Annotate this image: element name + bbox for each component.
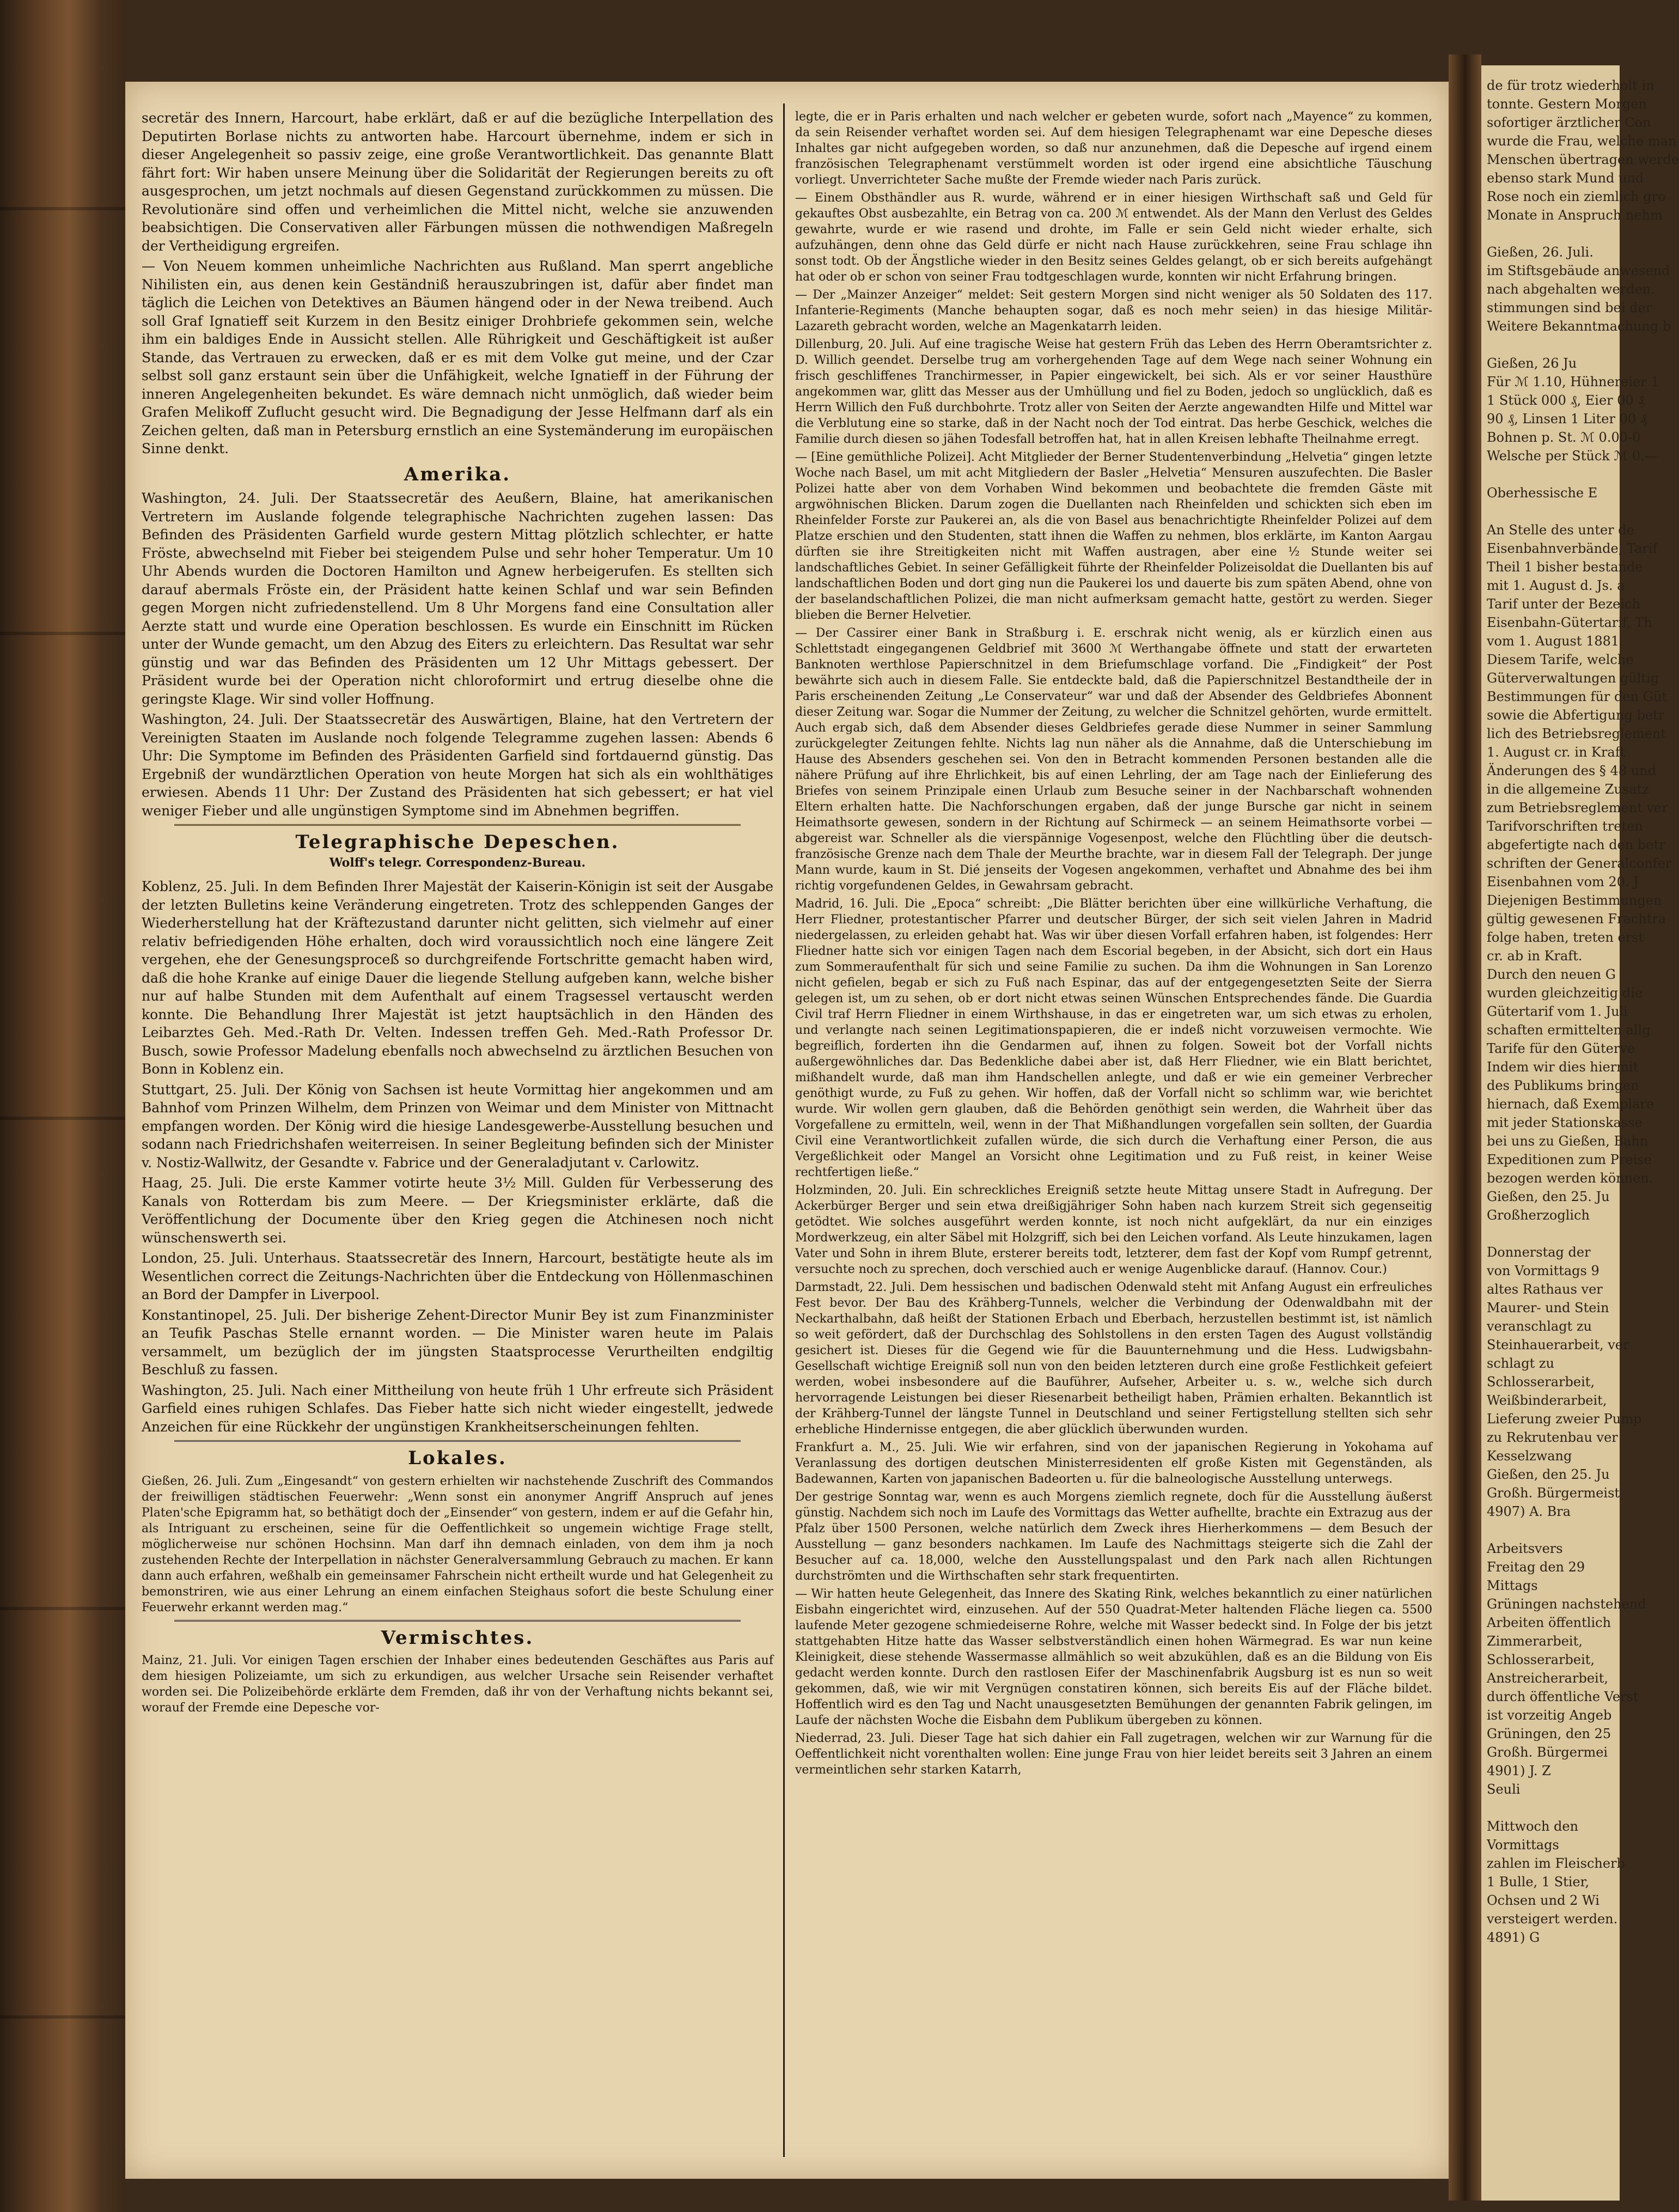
paragraph-koblenz: Koblenz, 25. Juli. In dem Befinden Ihrer Majestät der Kaiserin-Königin ist seit der Ausgabe der letzten Bulletins keine Veränderung eingetreten. Trotz des schleppenden Ganges der Wiederherstellung hat der Kräftezustand darunter nicht gelitten, sich vielmehr auf einer relativ befriedigenden Höhe erhalten, doch wird voraussichtlich noch eine längere Zeit vergehen, ehe der Genesungsproceß so durchgreifende Fortschritte gemacht haben wird, daß die hohe Kranke auf einige Dauer die liegende Stellung aufgeben kann, welche bisher nur auf halbe Stunden mit dem Aufenthalt auf einem Tragsessel vertauscht werden konnte. Die Behandlung Ihrer Majestät ist jetzt hauptsächlich in den Händen des Leibarztes Geh. Med.-Rath Dr. Velten. Indessen treffen Geh. Med.-Rath Professor Dr. Busch, sowie Professor Madelung ebenfalls noch abwechselnd zu ärztlichen Besuchen von Bonn in Koblenz ein. bbox=[142, 879, 773, 1077]
adjacent-page-line: lich des Betriebsreglement bbox=[1487, 726, 1666, 741]
adjacent-page-line: Tarifvorschriften treten bbox=[1487, 819, 1643, 834]
adjacent-page-line: Indem wir dies hiermit bbox=[1487, 1059, 1639, 1075]
adjacent-page-line: Großh. Bürgermei bbox=[1487, 1745, 1608, 1760]
adjacent-page-line: Durch den neuen G bbox=[1487, 967, 1616, 982]
adjacent-page-line: Diejenigen Bestimmungen bbox=[1487, 893, 1662, 908]
paragraph-washington-1: Washington, 24. Juli. Der Staatssecretär des Aeußern, Blaine, hat amerikanischen Vertretern im Auslande folgende telegraphische Nachrichten zugehen lassen: Das Befinden des Präsidenten Garfield wurde gestern Mittag plötzlich schlechter, er hatte Fröste, abwechselnd mit Fieber bei steigendem Pulse und sehr hoher Temperatur. Um 10 Uhr Abends wurden die Doctoren Hamilton und Agnew herbeigerufen. Es stellten sich darauf abermals Fröste ein, der Präsident hatte keinen Schlaf und war sein Befinden gegen Morgen nicht zufriedenstellend. Um 8 Uhr Morgens fand eine Consultation aller Aerzte statt und wurde eine Operation beschlossen. Es wurde ein Einschnitt im Rücken unter der Wunde gemacht, um den Abzug des Eiters zu erleichtern. Das Resultat war sehr günstig und war das Befinden des Präsidenten um 12 Uhr Mittags gebessert. Der Präsident wurde bei der Operation nicht chloroformirt und ertrug dieselbe ohne die geringste Klage. Wir sind voller Hoffnung. bbox=[142, 490, 773, 707]
adjacent-page-line: durch öffentliche Verst bbox=[1487, 1689, 1639, 1704]
paragraph-russland: — Von Neuem kommen unheimliche Nachrichten aus Rußland. Man sperrt angebliche Nihilisten ein, aus denen kein Geständniß herauszubringen ist, dafür aber findet man täglich die Leichen von Detektives an Bäumen hängend oder in der Newa treibend. Auch soll Graf Ignatieff seit Kurzem in den Besitz einiger Drohbriefe gekommen sein, welche ihm ein baldiges Ende in Aussicht stellen. Alle Rührigkeit und Geschäftigkeit ist außer Stande, das Vertrauen zu erwecken, daß er es mit dem Volke gut meine, und der Czar selbst soll ganz erstaunt sein über die Unfähigkeit, welche Ignatieff in der Führung der inneren Angelegenheiten bekundet. Es wäre demnach nicht unmöglich, daß wieder beim Grafen Melikoff Zuflucht gesucht wird. Die Begnadigung der Jesse Helfmann darf als ein Zeichen gelten, daß man in Petersburg ernstlich an eine Systemänderung im europäischen Sinne denkt. bbox=[142, 258, 773, 456]
adjacent-page-line: 1 Bulle, 1 Stier, bbox=[1487, 1874, 1590, 1890]
adjacent-page-line: 4907) A. Bra bbox=[1487, 1504, 1571, 1519]
adjacent-page-line: schaften ermittelten allg bbox=[1487, 1022, 1651, 1038]
adjacent-page-line: Bohnen p. St. ℳ 0.00-0 bbox=[1487, 430, 1641, 445]
paragraph-harcourt: secretär des Innern, Harcourt, habe erklärt, daß er auf die bezügliche Interpellation des Deputirten Borlase nichts zu antworten habe. Harcourt übernehme, indem er sich in dieser Angelegenheit so passiv zeige, eine große Verantwortlichkeit. Das genannte Blatt fährt fort: Wir haben unsere Meinung über die Solidarität der Regierungen bereits zu oft ausgesprochen, um jetzt nochmals auf diesen Gegenstand zurückkommen zu müssen. Die Revolutionäre sind offen und verheimlichen die Mittel nicht, welche sie anzuwenden beabsichtigen. Die Conservativen aller Färbungen müssen die nothwendigen Maßregeln der Vertheidigung ergreifen. bbox=[142, 110, 773, 254]
adjacent-page-line: Mittwoch den bbox=[1487, 1819, 1579, 1834]
section-heading-lokales: Lokales. bbox=[408, 1447, 507, 1469]
adjacent-page-line: Großh. Bürgermeist bbox=[1487, 1485, 1620, 1501]
adjacent-page-line: Gütertarif vom 1. Juli bbox=[1487, 1004, 1628, 1019]
adjacent-page-text bbox=[1481, 65, 1679, 1947]
adjacent-page-line: Für ℳ 1.10, Hühnereier 1 bbox=[1487, 374, 1659, 389]
adjacent-page bbox=[1481, 65, 1679, 2201]
divider bbox=[174, 1620, 741, 1622]
newspaper-page bbox=[125, 82, 1449, 2179]
adjacent-page-line: vom 1. August 1881 bbox=[1487, 633, 1620, 649]
adjacent-page-line: Tarife für den Güterve bbox=[1487, 1041, 1635, 1056]
section-heading-vermischtes: Vermischtes. bbox=[381, 1626, 534, 1649]
adjacent-page-line: Schlosserarbeit, bbox=[1487, 1652, 1595, 1667]
paragraph-mainz: Mainz, 21. Juli. Vor einigen Tagen erschien der Inhaber eines bedeutenden Geschäftes aus Paris auf dem hiesigen Polizeiamte, um sich zu erkundigen, aus welcher Ursache sein Reisender verhaftet worden sei. Die Polizeibehörde erklärte dem Fremden, daß ihr von der Verhaftung nichts bekannt sei, worauf der Fremde eine Depesche vor- bbox=[142, 1654, 773, 1715]
adjacent-page-line: wurde die Frau, welche man bbox=[1487, 133, 1677, 149]
adjacent-page-line: Lieferung zweier Pump bbox=[1487, 1411, 1642, 1427]
paragraph-polizei: — [Eine gemüthliche Polizei]. Acht Mitglieder der Berner Studentenverbindung „Helvetia“ gingen letzte Woche nach Basel, um mit acht Mitgliedern der Basler „Helvetia“ Mensuren auszufechten. Die Basler Polizei hatte aber von dem Vorhaben Wind bekommen und beobachtete die fremden Gäste mit argwöhnischen Blicken. Darum zogen die Duellanten nach Rheinfelden und schickten sich eben im Rheinfelder Forste zur Paukerei an, als die von Basel aus benachrichtigte Rheinfelder Polizei auf dem Platze erschien und den Studenten, statt ihnen die Waffen zu nehmen, blos erklärte, im Kanton Aargau dürften sie ihre Streitigkeiten nicht mit Waffen austragen, aber eine ½ Stunde weiter sei landschaftliches Gebiet. In seiner Gefälligkeit führte der Rheinfelder Polizeisoldat die Duellanten bis auf landschaftlichen Boden und dort ging nun die Paukerei los und dauerte bis zum späten Abend, ohne von der baselandschaftlichen Polizei, die man nicht aufmerksam gemacht hatte, gestört zu werden. Sieger blieben die Berner Helvetier. bbox=[795, 450, 1432, 622]
subheading-wolff: Wolff's telegr. Correspondenz-Bureau. bbox=[329, 855, 586, 870]
adjacent-page-line: von Vormittags 9 bbox=[1487, 1263, 1599, 1278]
adjacent-page-line: in die allgemeine Zusatz bbox=[1487, 782, 1649, 797]
adjacent-page-line bbox=[1481, 224, 1620, 243]
adjacent-page-line: 4901) J. Z bbox=[1487, 1763, 1551, 1778]
adjacent-page-line bbox=[1481, 336, 1620, 354]
adjacent-page-line: 1. August cr. in Kraft bbox=[1487, 745, 1626, 760]
paragraph-obsthaendler: — Einem Obsthändler aus R. wurde, während er in einer hiesigen Wirthschaft saß und Geld für gekauftes Obst ausbezahlte, ein Betrag von ca. 200 ℳ entwendet. Als der Mann den Verlust des Geldes gewahrte, wurde er wie rasend und drohte, im Falle er sein Geld nicht wieder erhalte, sich aufzuhängen, denn ohne das Geld dürfe er nicht nach Hause zurückkehren, seine Frau schlage ihn sonst todt. Ob der Ängstliche wieder in den Besitz seines Geldes gelangt, ob er sich bereits aufgehängt hat oder ob er schon von seiner Frau todtgeschlagen wurde, konnten wir nicht Erfahrung bringen. bbox=[795, 191, 1432, 284]
paragraph-giessen: Gießen, 26. Juli. Zum „Eingesandt“ von gestern erhielten wir nachstehende Zuschrift des Commandos der freiwilligen städtischen Feuerwehr: „Wenn sonst ein anonymer Angriff Anspruch auf jenes Platen'sche Epigramm hat, so bethätigt doch der „Einsender“ von gestern, indem er auf die Gefahr hin, als Intriguant zu erscheinen, seine für die Oeffentlichkeit so ungemein wichtige Frage stellt, möglicherweise nur schönen Hochsinn. Man darf ihn demnach einladen, von dem ihm ja noch zustehenden Rechte der Interpellation in nächster Generalversammlung Gebrauch zu machen. Er kann dann auch erfahren, weßhalb ein gemeinsamer Fahrschein nicht ertheilt wurde und hat Gelegenheit zu bemonstriren, wie aus einer Lehrung an einem einfachen Steighaus sofort die beste Schulung einer Feuerwehr erkannt werden mag.“ bbox=[142, 1474, 773, 1614]
adjacent-page-line: Grüningen nachstehend bbox=[1487, 1596, 1646, 1612]
adjacent-page-line: Gießen, den 25. Ju bbox=[1487, 1189, 1610, 1204]
adjacent-page-line: Expeditionen zum Preise bbox=[1487, 1152, 1652, 1167]
paragraph-madrid: Madrid, 16. Juli. Die „Epoca“ schreibt: „Die Blätter berichten über eine willkürliche Verhaftung, die Herr Fliedner, protestantischer Pfarrer und deutscher Bürger, der sich seit vielen Jahren in Madrid niedergelassen, zu erleiden gehabt hat. Was wir über diesen Vorfall erfahren haben, ist folgendes: Herr Fliedner hatte sich vor einigen Tagen nach dem Escorial begeben, in der Absicht, sich dort ein Haus zum Sommeraufenthalt für sich und seine Familie zu suchen. Da ihm die Wohnungen in San Lorenzo nicht gefielen, begab er sich zu Fuß nach Espinar, das auf der entgegengesetzten Seite der Sierra gelegen ist, um zu sehen, ob er dort nicht etwas seinen Wünschen Entsprechendes fände. Die Guardia Civil traf Herrn Fliedner in einem Wirthshause, in das er eingetreten war, um sich etwas zu erholen, und verlangte nach seinen Legitimationspapieren, die er indeß nicht vorzuweisen vermochte. Wie begreiflich, forderten ihn die Gendarmen auf, ihnen zu folgen. Soweit bot der Vorfall nichts außergewöhnliches dar. Das Bedenkliche dabei aber ist, daß Herr Fliedner, wie ein Blatt berichtet, mißhandelt wurde, daß man ihm Handschellen anlegte, und daß er wie ein gemeiner Verbrecher genöthigt wurde, zu Fuß zu gehen. Wir hoffen, daß der Vorfall nicht so schlimm war, wie berichtet wurde. Wir wollen gern glauben, daß die Behörden genöthigt sein werden, die Wahrheit über das Vorgefallene zu ermitteln, weil, wenn in der That Mißhandlungen vorgefallen sein sollten, der Guardia Civil eine Verantwortlichkeit zufallen würde, die sich durch die Verhaftung einer Person, die aus Vergeßlichkeit oder Mangel an Vorsicht ohne Legitimation und zu Fuß reist, in keiner Weise rechtfertigen ließe.“ bbox=[795, 897, 1432, 1179]
adjacent-page-line: altes Rathaus ver bbox=[1487, 1282, 1603, 1297]
section-heading-amerika: Amerika. bbox=[404, 463, 511, 485]
adjacent-page-line: An Stelle des unter de bbox=[1487, 522, 1634, 538]
adjacent-page-line: ist vorzeitig Angeb bbox=[1487, 1708, 1612, 1723]
adjacent-page-line: Maurer- und Stein bbox=[1487, 1300, 1609, 1315]
adjacent-page-line: Theil 1 bisher bestande bbox=[1487, 559, 1643, 575]
adjacent-page-line: Donnerstag der bbox=[1487, 1245, 1591, 1260]
adjacent-page-line: Mittags bbox=[1487, 1578, 1538, 1593]
paragraph-sonntag: Der gestrige Sonntag war, wenn es auch Morgens ziemlich regnete, doch für die Ausstellung äußerst günstig. Nachdem sich noch im Laufe des Vormittags das Wetter aufhellte, brachte ein Extrazug aus der Pfalz über 1500 Personen, welche natürlich dem Zweck ihres Hierherkommens — dem Besuch der Ausstellung — ganz besonders nachkamen. Im Laufe des Nachmittags steigerte sich die Zahl der Besucher auf ca. 18,000, welche den Ausstellungspalast und den Park nach allen Richtungen durchströmten und die Wirthschaften sehr stark frequentirten. bbox=[795, 1490, 1432, 1583]
book-spine bbox=[0, 0, 125, 2212]
adjacent-page-line: Gießen, den 25. Ju bbox=[1487, 1467, 1610, 1482]
adjacent-page-line: Diesem Tarife, welche bbox=[1487, 652, 1634, 667]
adjacent-page-line: 4891) G bbox=[1487, 1930, 1540, 1945]
adjacent-page-line: Schlosserarbeit, bbox=[1487, 1374, 1595, 1390]
adjacent-page-line: hiernach, daß Exemplare bbox=[1487, 1096, 1654, 1112]
adjacent-page-line: Güterverwaltungen gültig bbox=[1487, 671, 1659, 686]
adjacent-page-line: Arbeiten öffentlich bbox=[1487, 1615, 1611, 1630]
adjacent-page-line: Eisenbahn-Gütertarif, Th bbox=[1487, 615, 1652, 630]
adjacent-page-line: Steinhauerarbeit, ver bbox=[1487, 1337, 1629, 1352]
adjacent-page-line: Monate in Anspruch nehm bbox=[1487, 208, 1663, 223]
section-heading-telegraphische-depeschen: Telegraphische Depeschen. bbox=[295, 831, 620, 853]
adjacent-page-line: schriften der Generalconfer bbox=[1487, 856, 1672, 871]
adjacent-page-line: Kesselzwang bbox=[1487, 1448, 1572, 1464]
adjacent-page-line: veranschlagt zu bbox=[1487, 1319, 1592, 1334]
adjacent-page-line: 90 ₰, Linsen 1 Liter 00 ₰ bbox=[1487, 411, 1647, 426]
paragraph-stuttgart: Stuttgart, 25. Juli. Der König von Sachsen ist heute Vormittag hier angekommen und am Bahnhof vom Prinzen Wilhelm, dem Prinzen von Weimar und dem Minister von Mittnacht empfangen worden. Der König wird die hiesige Landesgewerbe-Ausstellung besuchen und sodann nach Friedrichshafen weiterreisen. In seiner Begleitung befinden sich der Minister v. Nostiz-Wallwitz, der Gesandte v. Fabrice und der Generaladjutant v. Carlowitz. bbox=[142, 1081, 773, 1171]
column-right bbox=[795, 109, 1432, 1780]
adjacent-page-line: wurden gleichzeitig die bbox=[1487, 985, 1643, 1001]
adjacent-page-line: tonnte. Gestern Morgen bbox=[1487, 96, 1647, 112]
adjacent-page-line: Ochsen und 2 Wi bbox=[1487, 1893, 1599, 1908]
paragraph-washington-3: Washington, 25. Juli. Nach einer Mittheilung von heute früh 1 Uhr erfreute sich Präsident Garfield eines ruhigen Schlafes. Das Fieber hatte sich nicht wieder eingestellt, jedwede Anzeichen für eine Rückkehr der ungünstigen Krankheitserscheinungen fehlten. bbox=[142, 1382, 773, 1435]
paragraph-haag: Haag, 25. Juli. Die erste Kammer votirte heute 3½ Mill. Gulden für Verbesserung des Kanals von Rotterdam bis zum Meere. — Der Kriegsminister erklärte, daß die Veröffentlichung der Documente über den Krieg gegen die Atchinesen noch nicht wünschenswerth sei. bbox=[142, 1175, 773, 1246]
adjacent-page-line: cr. ab in Kraft. bbox=[1487, 948, 1583, 964]
adjacent-page-line: mit 1. August d. Js. a bbox=[1487, 578, 1625, 593]
adjacent-page-line: zahlen im Fleischerb bbox=[1487, 1856, 1625, 1871]
adjacent-page-line: bezogen werden können. bbox=[1487, 1171, 1653, 1186]
adjacent-page-line: Welsche per Stück ℳ 0.— bbox=[1487, 448, 1658, 464]
adjacent-page-line: sofortiger ärztlicher Con bbox=[1487, 115, 1651, 130]
adjacent-page-line: ebenso stark Mund und bbox=[1487, 170, 1644, 186]
column-rule bbox=[783, 103, 785, 2157]
adjacent-page-line: Bestimmungen für den Güt bbox=[1487, 689, 1667, 704]
adjacent-page-line: zum Betriebsreglement ver bbox=[1487, 800, 1668, 815]
adjacent-page-line: de für trotz wiederholt in bbox=[1487, 78, 1654, 93]
paragraph-skating-rink: — Wir hatten heute Gelegenheit, das Innere des Skating Rink, welches bekanntlich zu einer natürlichen Eisbahn eingerichtet wird, einzusehen. Auf der 550 Quadrat-Meter haltenden Fläche liegen ca. 5500 laufende Meter gezogene schmiedeiserne Rohre, welche mit Wasser bedeckt sind. In Folge der bis jetzt stattgehabten Hitze hatte das Wasser selbstverständlich einen hohen Wärmegrad. Es war nun keine Kleinigkeit, diese stehende Wassermasse allmählich so weit abzukühlen, daß es an die Bildung von Eis gedacht werden konnte. Durch den rastlosen Eifer der Maschinenfabrik Augsburg ist es nun so weit gekommen, daß, wie wir mit Vergnügen constatiren können, sich bereits Eis auf der Fläche bildet. Hoffentlich wird es den Tag und Nacht unausgesetzten Bemühungen der genannten Fabrik gelingen, im Laufe der nächsten Woche die Eisbahn dem Publikum übergeben zu können. bbox=[795, 1587, 1432, 1727]
adjacent-page-line: Seuli bbox=[1487, 1782, 1521, 1797]
paragraph-dillenburg: Dillenburg, 20. Juli. Auf eine tragische Weise hat gestern Früh das Leben des Herrn Oberamtsrichter z. D. Willich geendet. Derselbe trug am vorhergehenden Tage auf dem Wege nach seiner Wohnung ein frisch geschliffenes Tranchirmesser, in Papier eingewickelt, bei sich. Als er vor seiner Hausthüre angekommen war, glitt das Messer aus der Umhüllung und fiel zu Boden, jedoch so unglücklich, daß es Herrn Willich den Fuß durchbohrte. Trotz aller von Seiten der Aerzte angewandten Hilfe und Mittel war die Verblutung eine so starke, daß in der Nacht noch der Tod eintrat. Das herbe Geschick, welches die Familie durch diesen so jähen Todesfall betroffen hat, hat in allen Kreisen lebhafte Theilnahme erregt. bbox=[795, 338, 1432, 446]
paragraph-darmstadt: Darmstadt, 22. Juli. Dem hessischen und badischen Odenwald steht mit Anfang August ein erfreuliches Fest bevor. Der Bau des Krähberg-Tunnels, welcher die Verbindung der Odenwaldbahn mit der Neckarthalbahn, daß heißt der Stationen Erbach und Eberbach, herzustellen bestimmt ist, ist nämlich so weit gefördert, daß der Durchschlag des Sohlstollens in den ersten Tagen des August vollständig gesichert ist. Dieses für die Gegend wie für die Bauunternehmung und die Hess. Ludwigsbahn-Gesellschaft wichtige Ereigniß soll nun von den beiden letzteren durch eine große Festlichkeit gefeiert werden, wobei insbesondere auf die Bauführer, Aufseher, Arbeiter u. s. w., welche sich durch hervorragende Leistungen bei dieser Riesenarbeit betheiligt haben, Prämien erhalten. Bekanntlich ist der Krähberg-Tunnel der längste Tunnel in Deutschland und seiner Fertigstellung stellten sich sehr erhebliche Hindernisse entgegen, die aber glücklich überwunden wurden. bbox=[795, 1281, 1432, 1436]
column-left bbox=[142, 109, 773, 1718]
adjacent-page-line: Vormittags bbox=[1487, 1837, 1559, 1853]
adjacent-page-line: Oberhessische E bbox=[1487, 485, 1598, 501]
adjacent-page-line: mit jeder Stationskasse bbox=[1487, 1115, 1643, 1130]
adjacent-page-line: Weitere Bekanntmachung b bbox=[1487, 319, 1671, 334]
adjacent-page-line bbox=[1481, 1799, 1620, 1817]
adjacent-page-line: Eisenbahnen vom 20. J bbox=[1487, 874, 1639, 889]
adjacent-page-line: schlagt zu bbox=[1487, 1356, 1554, 1371]
adjacent-page-line bbox=[1481, 1224, 1620, 1243]
adjacent-page-line: Menschen übertragen werde bbox=[1487, 152, 1679, 167]
adjacent-page-line: Freitag den 29 bbox=[1487, 1559, 1585, 1575]
adjacent-page-line: Weißbinderarbeit, bbox=[1487, 1393, 1607, 1408]
paragraph-washington-2: Washington, 24. Juli. Der Staatssecretär des Auswärtigen, Blaine, hat den Vertretern der Vereinigten Staaten im Auslande noch folgende Telegramme zugehen lassen: Abends 6 Uhr: Die Symptome im Befinden des Präsidenten Garfield sind fortdauernd günstig. Das Ergebniß der wundärztlichen Operation von heute Morgen hat sich als ein wohlthätiges erwiesen. Abends 11 Uhr: Der Zustand des Präsidenten hat sich gebessert; er hat viel weniger Fieber und alle ungünstigen Symptome sind im Abnehmen begriffen. bbox=[142, 711, 773, 819]
adjacent-page-line: gültig gewesenen Frachtra bbox=[1487, 911, 1666, 927]
paragraph-konstantinopel: Konstantinopel, 25. Juli. Der bisherige Zehent-Director Munir Bey ist zum Finanzminister an Teufik Paschas Stelle ernannt worden. — Die Minister waren heute im Palais versammelt, um bezüglich der im jüngsten Staatsprocesse Verurtheilten endgiltig Beschluß zu fassen. bbox=[142, 1307, 773, 1378]
adjacent-page-line bbox=[1481, 465, 1620, 484]
adjacent-page-line bbox=[1481, 502, 1620, 521]
adjacent-page-line: Gießen, 26 Ju bbox=[1487, 356, 1577, 371]
adjacent-page-line: versteigert werden. bbox=[1487, 1911, 1618, 1927]
adjacent-page-line: 1 Stück 000 ₰, Eier 00 ₰ bbox=[1487, 393, 1645, 408]
book-gutter bbox=[1449, 54, 1481, 2201]
adjacent-page-line: Großherzoglich bbox=[1487, 1208, 1590, 1223]
adjacent-page-line: zu Rekrutenbau ver bbox=[1487, 1430, 1618, 1445]
divider bbox=[174, 824, 741, 826]
adjacent-page-line: Rose noch ein ziemlich gro bbox=[1487, 189, 1666, 204]
adjacent-page-line: stimmungen sind bei der bbox=[1487, 300, 1652, 315]
adjacent-page-line: Zimmerarbeit, bbox=[1487, 1634, 1583, 1649]
adjacent-page-line: Tarif unter der Bezeich bbox=[1487, 596, 1640, 612]
adjacent-page-line bbox=[1481, 1521, 1620, 1539]
adjacent-page-line: bei uns zu Gießen, Bahn bbox=[1487, 1134, 1649, 1149]
adjacent-page-line: Gießen, 26. Juli. bbox=[1487, 245, 1593, 260]
paragraph-niederrad: Niederrad, 23. Juli. Dieser Tage hat sich dahier ein Fall zugetragen, welchen wir zur Warnung für die Oeffentlichkeit nicht vorenthalten wollen: Eine junge Frau von hier leidet bereits seit 3 Jahren an einem vermeintlichen sehr starken Katarrh, bbox=[795, 1732, 1432, 1777]
adjacent-page-line: des Publikums bringen bbox=[1487, 1078, 1639, 1093]
paragraph-frankfurt: Frankfurt a. M., 25. Juli. Wie wir erfahren, sind von der japanischen Regierung in Yokohama auf Veranlassung des dortigen deutschen Ministerresidenten elf große Kisten mit Gegenständen, als Badewannen, Karten von japanischen Badeorten u. für die balneologische Ausstellung unterwegs. bbox=[795, 1441, 1432, 1486]
adjacent-page-line: nach abgehalten werden. bbox=[1487, 282, 1655, 297]
adjacent-page-line: Grüningen, den 25 bbox=[1487, 1726, 1611, 1741]
adjacent-page-line: sowie die Abfertigung betr bbox=[1487, 708, 1665, 723]
paragraph-strassburg: — Der Cassirer einer Bank in Straßburg i. E. erschrak nicht wenig, als er kürzlich einen aus Schlettstadt eingegangenen Geldbrief mit 3600 ℳ Werthangabe öffnete und statt der erwarteten Banknoten werthlose Papierschnitzel in dem Briefumschlage vorfand. Die „Findigkeit“ der Post bewährte sich auch in diesem Falle. Sie entdeckte bald, daß die Papierschnitzel Bestandtheile der in Paris erscheinenden Zeitung „Le Conservateur“ war und daß der Absender des Geldbriefes Abonnent dieser Zeitung war. Sogar die Nummer der Zeitung, zu welcher die Schnitzel gehörten, wurde ermittelt. Auch ergab sich, daß dem Absender dieses Geldbriefes gerade diese Nummer in seiner Sammlung zurückgelegter Zeitungen fehlte. Nichts lag nun näher als die Annahme, daß die Unterschiebung im Hause des Absenders geschehen sei. Von den in Betracht kommenden Personen bestanden alle die nähere Prüfung auf ihre Ehrlichkeit, bis auf einen Lehrling, der am Tage nach der Einlieferung des Briefes von seinem Prinzipale einen Urlaub zum Besuche seiner in der Nachbarschaft wohnenden Eltern erhalten hatte. Die Nachforschungen ergaben, daß der junge Bursche gar nicht in seinem Heimathsorte gewesen, sondern in der Richtung auf Schirmeck — an seinem Heimathsorte vorbei — abgereist war. Schneller als die vierspännige Vogesenpost, welche den Flüchtling über die deutsch-französische Grenze nach dem Thale der Meurthe brachte, war in diesem Fall der Telegraph. Der junge Mann wurde, kaum in St. Dié jenseits der Vogesen angekommen, verhaftet und Abnahme des bei ihm richtig vorgefundenen Geldes, in Gewahrsam gebracht. bbox=[795, 626, 1432, 893]
adjacent-page-line: im Stiftsgebäude anwesend bbox=[1487, 263, 1670, 278]
paragraph-london: London, 25. Juli. Unterhaus. Staatssecretär des Innern, Harcourt, bestätigte heute als im Wesentlichen correct die Zeitungs-Nachrichten über die Entdeckung von Höllenmaschinen an Bord der Dampfer in Liverpool. bbox=[142, 1250, 773, 1302]
paragraph-mainzer-anzeiger: — Der „Mainzer Anzeiger“ meldet: Seit gestern Morgen sind nicht weniger als 50 Soldaten des 117. Infanterie-Regiments (Manche behaupten sogar, daß es noch mehr seien) in das hiesige Militär-Lazareth gebracht worden, welche an Magenkatarrh leiden. bbox=[795, 288, 1432, 333]
adjacent-page-line: folge haben, treten erst bbox=[1487, 930, 1644, 945]
adjacent-page-line: Arbeitsvers bbox=[1487, 1541, 1563, 1556]
adjacent-page-line: Änderungen des § 48 und bbox=[1487, 763, 1656, 778]
paragraph-mainz-cont: legte, die er in Paris erhalten und nach welcher er gebeten wurde, sofort nach „Mayence“ zu kommen, da sein Reisender verhaftet worden sei. Auf dem hiesigen Telegraphenamt war eine Depesche dieses Inhaltes gar nicht aufgegeben worden, so daß nur anzunehmen, daß die Depesche auf irgend einem französischen Telegraphenamt verstümmelt worden ist oder irgend eine absichtliche Täuschung vorliegt. Unverrichteter Sache mußte der Fremde wieder nach Paris zurück. bbox=[795, 110, 1432, 187]
divider bbox=[174, 1440, 741, 1442]
adjacent-page-line: Anstreicherarbeit, bbox=[1487, 1671, 1608, 1686]
paragraph-holzminden: Holzminden, 20. Juli. Ein schreckliches Ereigniß setzte heute Mittag unsere Stadt in Aufregung. Der Ackerbürger Berger und sein etwa dreißigjähriger Sohn haben nach kurzem Streit sich gegenseitig getödtet. Wie solches ausgeführt werden konnte, ist noch nicht aufgeklärt, da nur ein einziges Mordwerkzeug, ein alter Säbel mit Holzgriff, sich bei den Leichen vorfand. Als Leute hinzukamen, lagen Vater und Sohn in ihrem Blute, ersterer bereits todt, letzterer, dem fast der Kopf vom Rumpf getrennt, versuchte noch zu sprechen, doch verschied auch er wenige Augenblicke darauf. (Hannov. Cour.) bbox=[795, 1184, 1432, 1276]
adjacent-page-line: abgefertigte nach den betr bbox=[1487, 837, 1665, 852]
adjacent-page-line: Eisenbahnverbände, Tarif bbox=[1487, 541, 1658, 556]
